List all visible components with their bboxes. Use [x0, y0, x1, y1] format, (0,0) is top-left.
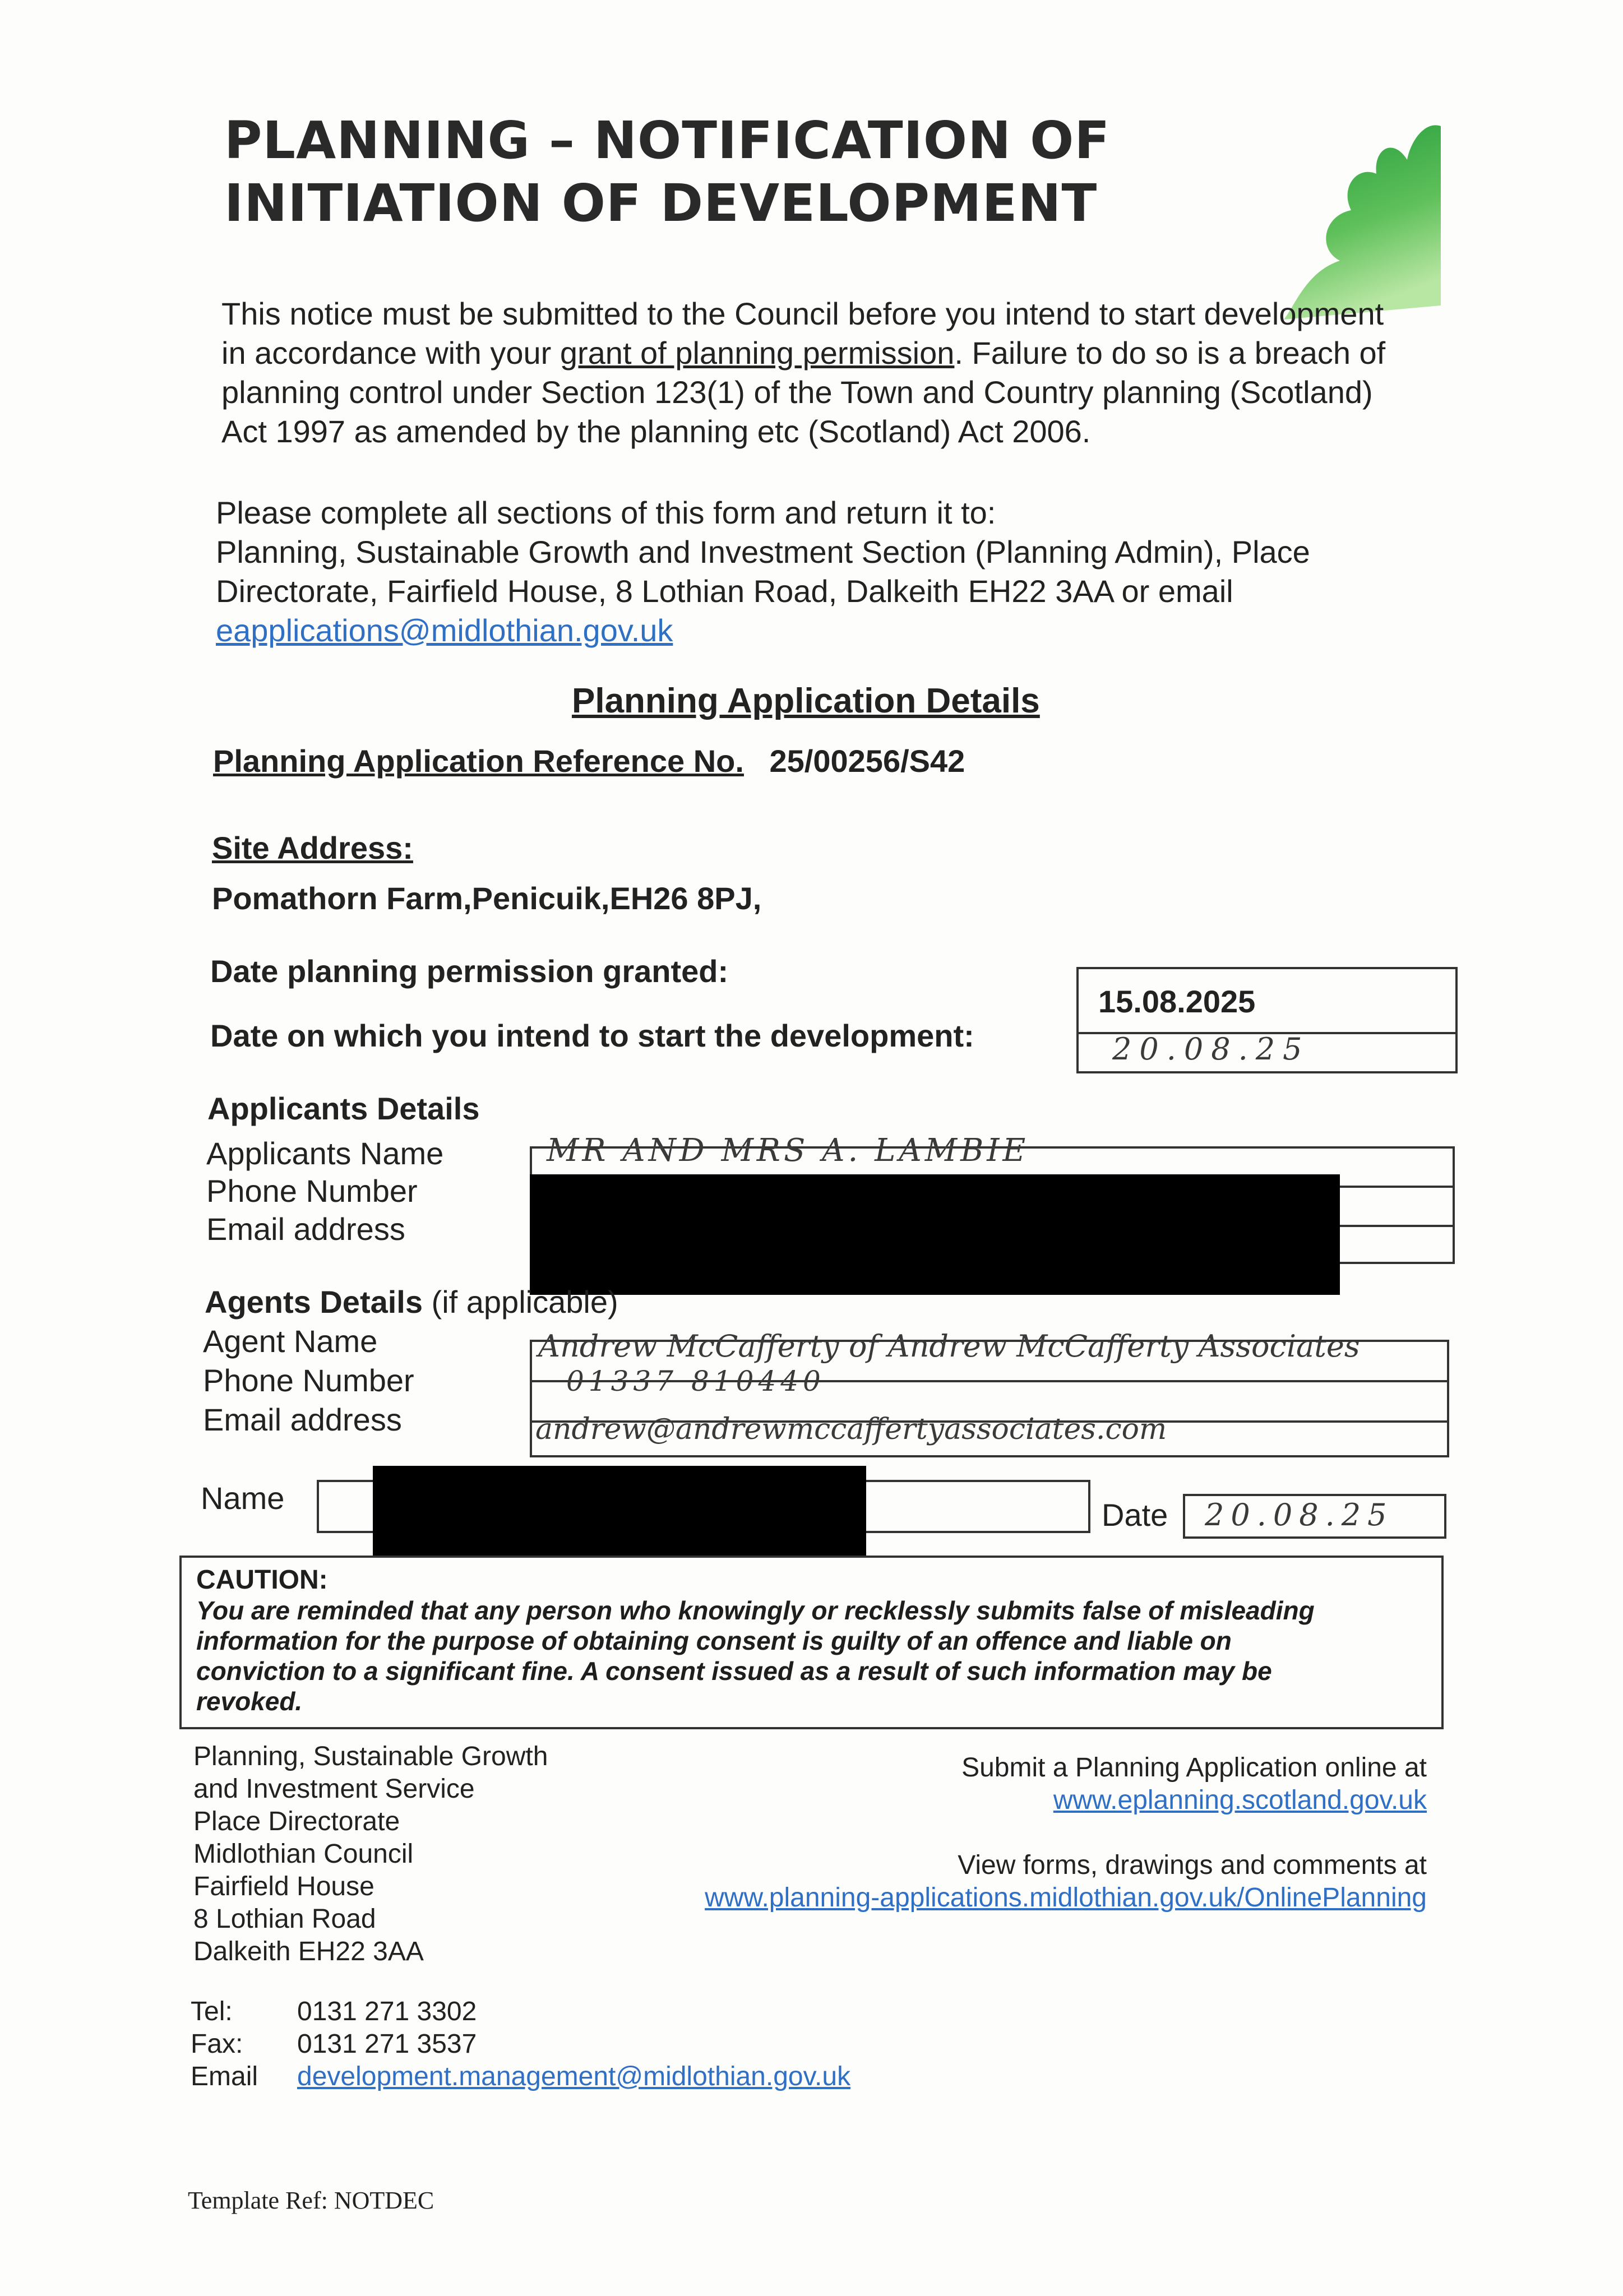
footer-contacts	[191, 1996, 850, 2093]
intro-line-4: Act 1997 as amended by the planning etc (Scotland) Act 2006.	[221, 414, 1091, 449]
date-start-value: 20.08.25	[1112, 1031, 1310, 1067]
footer-address-line: Midlothian Council	[193, 1839, 414, 1869]
fax-value: 0131 271 3537	[297, 2029, 477, 2059]
intro-line-2-start: in accordance with your	[221, 335, 560, 371]
return-line-2: Planning, Sustainable Growth and Investment Section (Planning Admin), Place	[216, 534, 1310, 570]
page-title	[224, 109, 1233, 235]
grant-of-planning-permission-link[interactable]: grant of planning permission	[560, 335, 955, 371]
email-row	[191, 2061, 850, 2093]
date-start-box[interactable]	[1076, 1029, 1458, 1073]
return-line-3: Directorate, Fairfield House, 8 Lothian Road, Dalkeith EH22 3AA or email	[216, 573, 1233, 609]
footer-address	[193, 1740, 548, 1968]
caution-line-2: information for the purpose of obtaining consent is guilty of an offence and liable on	[196, 1626, 1232, 1655]
footer-address-line: and Investment Service	[193, 1774, 475, 1804]
return-info	[216, 493, 1449, 650]
tel-value: 0131 271 3302	[297, 1997, 477, 2026]
site-address-label: Site Address:	[212, 830, 413, 865]
return-line-1: Please complete all sections of this form and return it to:	[216, 495, 996, 530]
date-start-label: Date on which you intend to start the development:	[210, 1018, 974, 1053]
intro-line-2-end: . Failure to do so is a breach of	[954, 335, 1386, 371]
signature-name-label: Name	[201, 1480, 285, 1516]
applicants-phone-label: Phone Number	[206, 1173, 418, 1209]
reference-value: 25/00256/S42	[769, 743, 965, 779]
redacted-applicant-contact	[530, 1174, 1340, 1295]
date-granted-label: Date planning permission granted:	[210, 953, 729, 989]
reference-label: Planning Application Reference No.	[213, 743, 744, 779]
caution-line-4: revoked.	[196, 1687, 303, 1716]
site-address-value: Pomathorn Farm,Penicuik,EH26 8PJ,	[212, 881, 762, 916]
development-management-email-link[interactable]: development.management@midlothian.gov.uk	[297, 2062, 851, 2091]
footer-address-line: 8 Lothian Road	[193, 1904, 376, 1934]
planning-applications-link[interactable]: www.planning-applications.midlothian.gov.uk/OnlinePlanning	[705, 1883, 1427, 1913]
agent-email-value: andrew@andrewmccaffertyassociates.com	[535, 1413, 1167, 1446]
title-line-2: INITIATION OF DEVELOPMENT	[224, 173, 1098, 233]
intro-line-2	[221, 334, 1455, 373]
footer-address-line: Fairfield House	[193, 1872, 374, 1901]
title-line-1: PLANNING – NOTIFICATION OF	[224, 110, 1111, 170]
agent-name-label: Agent Name	[203, 1323, 378, 1359]
agents-details-heading-note: (if applicable)	[423, 1284, 618, 1320]
redacted-signature-name	[373, 1466, 866, 1556]
eplanning-link[interactable]: www.eplanning.scotland.gov.uk	[1053, 1785, 1427, 1815]
fax-label: Fax:	[191, 2029, 243, 2059]
footer-email-label: Email	[191, 2062, 258, 2091]
date-granted-box[interactable]	[1076, 967, 1458, 1034]
tel-row	[191, 1996, 850, 2028]
caution-line-3: conviction to a significant fine. A consent issued as a result of such information may be	[196, 1656, 1272, 1686]
intro-line-1: This notice must be submitted to the Council before you intend to start development	[221, 296, 1384, 331]
footer-address-line: Dalkeith EH22 3AA	[193, 1937, 424, 1966]
agent-name-value: Andrew McCafferty of Andrew McCafferty Associates	[538, 1328, 1360, 1364]
template-ref: Template Ref: NOTDEC	[188, 2187, 434, 2214]
fax-row	[191, 2028, 850, 2061]
caution-box	[179, 1556, 1444, 1729]
submit-online-text: Submit a Planning Application online at	[961, 1753, 1427, 1783]
planning-application-details-heading: Planning Application Details	[572, 682, 1040, 720]
agent-phone-value: 01337 810440	[566, 1365, 825, 1397]
footer-address-line: Place Directorate	[193, 1807, 400, 1836]
applicants-name-value: MR AND MRS A. LAMBIE	[547, 1132, 1029, 1169]
agents-details-heading	[205, 1284, 618, 1320]
caution-heading: CAUTION:	[196, 1565, 328, 1595]
eapplications-email-link[interactable]: eapplications@midlothian.gov.uk	[216, 613, 673, 648]
signature-date-label: Date	[1102, 1497, 1168, 1533]
footer-address-line: Planning, Sustainable Growth	[193, 1742, 548, 1771]
green-leaf-logo-icon	[1273, 121, 1446, 322]
intro-paragraph	[221, 294, 1455, 451]
applicants-details-heading: Applicants Details	[207, 1091, 480, 1126]
signature-date-value: 20.08.25	[1205, 1497, 1394, 1533]
applicants-email-label: Email address	[206, 1211, 405, 1247]
footer-online-links	[673, 1752, 1427, 1914]
tel-label: Tel:	[191, 1997, 233, 2026]
agents-details-heading-text: Agents Details	[205, 1284, 423, 1320]
agent-email-label: Email address	[203, 1402, 402, 1437]
date-granted-value: 15.08.2025	[1098, 984, 1256, 1019]
intro-line-3: planning control under Section 123(1) of the Town and Country planning (Scotland)	[221, 374, 1373, 410]
applicants-name-label: Applicants Name	[206, 1136, 444, 1171]
agent-phone-label: Phone Number	[203, 1363, 414, 1398]
caution-line-1: You are reminded that any person who knowingly or recklessly submits false of misleading	[196, 1596, 1315, 1625]
reference-row	[213, 743, 965, 779]
signature-date-box[interactable]	[1183, 1494, 1446, 1539]
view-forms-text: View forms, drawings and comments at	[958, 1850, 1427, 1880]
